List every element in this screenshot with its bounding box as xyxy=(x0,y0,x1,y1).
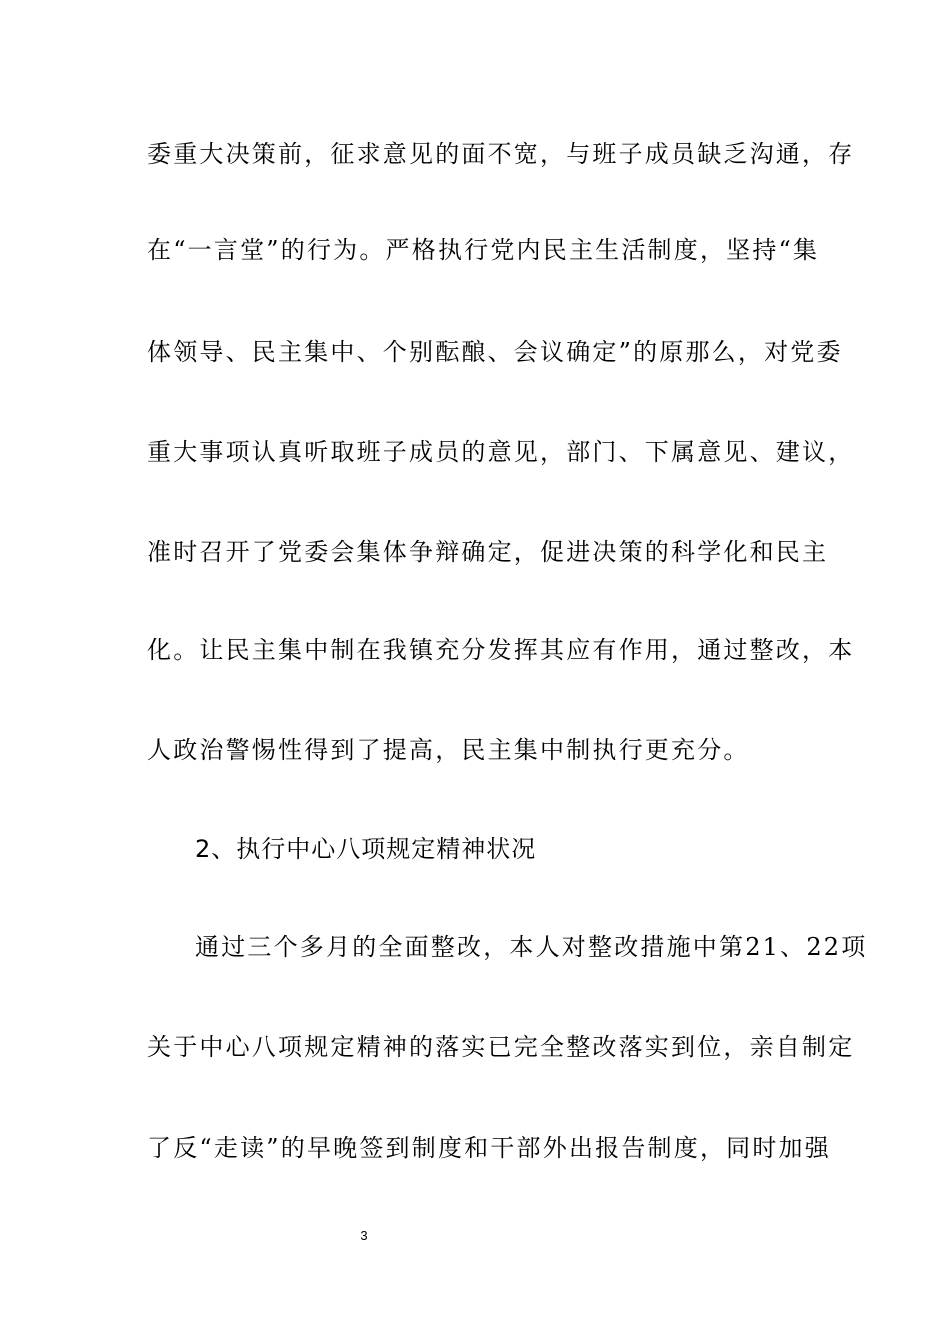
body-text-line: 在“一言堂”的行为。严格执行党内民主生活制度，坚持“集 xyxy=(147,236,820,264)
body-text-line: 化。让民主集中制在我镇充分发挥其应有作用，通过整改，本 xyxy=(147,636,855,664)
page-number: 3 xyxy=(360,1228,368,1243)
body-text-line: 体领导、民主集中、个别酝酿、会议确定”的原那么，对党委 xyxy=(147,338,843,366)
body-text-line: 委重大决策前，征求意见的面不宽，与班子成员缺乏沟通，存 xyxy=(147,140,855,168)
body-text-line: 通过三个多月的全面整改，本人对整改措施中第21、22项 xyxy=(195,933,868,961)
body-text-line: 了反“走读”的早晚签到制度和干部外出报告制度，同时加强 xyxy=(147,1134,831,1162)
body-text-line: 人政治警惕性得到了提高，民主集中制执行更充分。 xyxy=(147,736,750,764)
body-text-line: 重大事项认真听取班子成员的意见，部门、下属意见、建议， xyxy=(147,438,855,466)
body-text-line: 准时召开了党委会集体争辩确定，促进决策的科学化和民主 xyxy=(147,538,829,566)
section-heading: 2、执行中心八项规定精神状况 xyxy=(195,835,537,863)
body-text-line: 关于中心八项规定精神的落实已完全整改落实到位，亲自制定 xyxy=(147,1033,855,1061)
